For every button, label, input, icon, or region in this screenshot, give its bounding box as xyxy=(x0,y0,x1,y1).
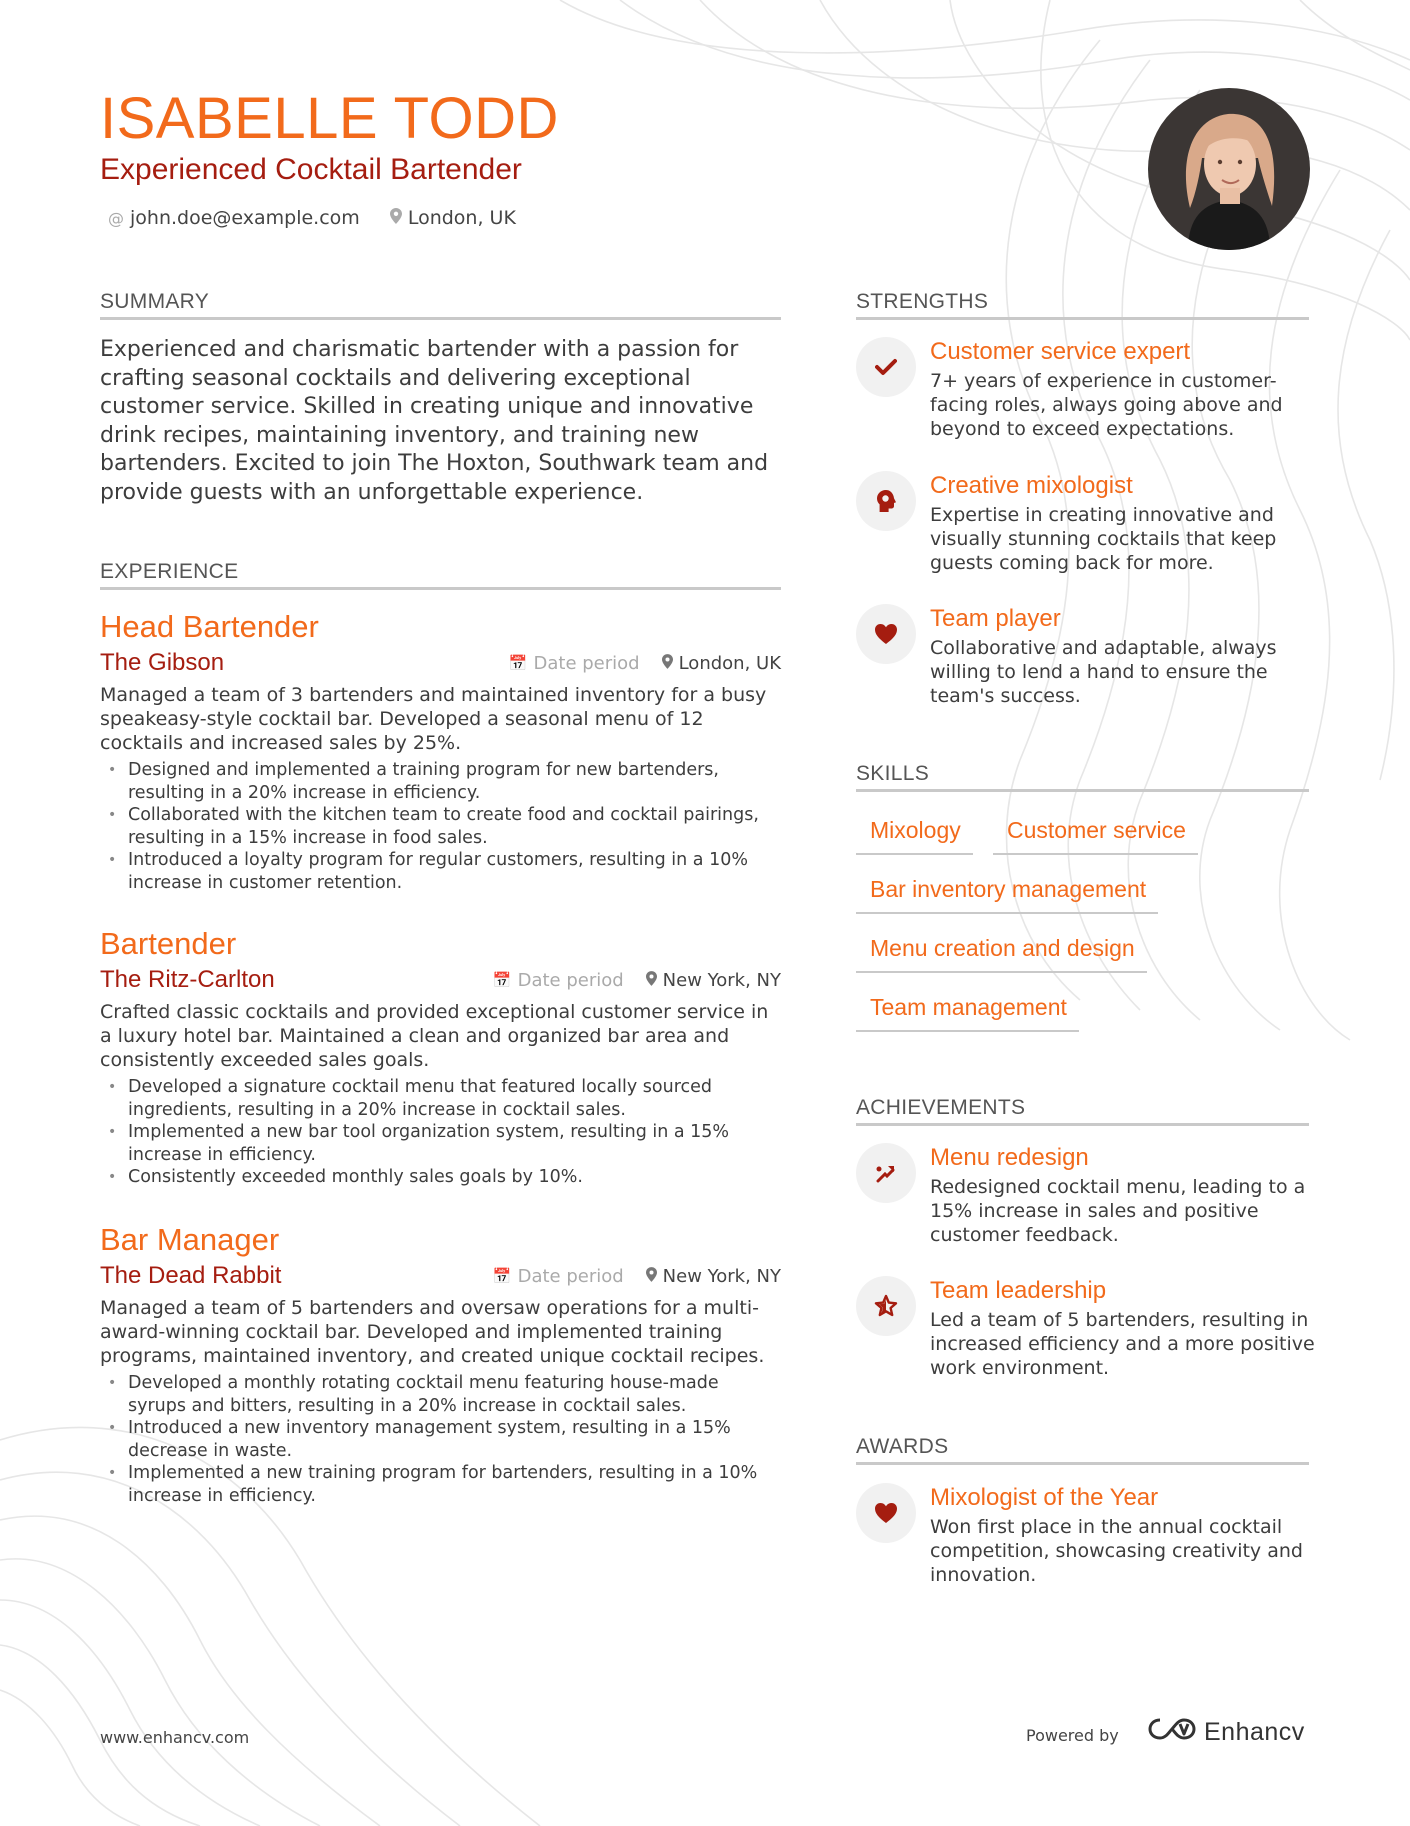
job-location xyxy=(646,970,781,991)
job-location-text: New York, NY xyxy=(662,1265,781,1287)
strength-item xyxy=(856,337,1316,441)
award-item xyxy=(856,1483,1316,1587)
job-bullet: • Designed and implemented a training program for new bartenders, resulting in a 20% increase in efficiency. xyxy=(100,759,781,804)
job-bullet: • Consistently exceeded monthly sales goals by 10%. xyxy=(100,1166,781,1189)
skills-heading: SKILLS xyxy=(856,762,1309,792)
enhancv-logo-icon xyxy=(1148,1716,1196,1749)
job-company: The Dead Rabbit xyxy=(100,1262,282,1289)
achievement-item xyxy=(856,1143,1316,1247)
job-company: The Ritz-Carlton xyxy=(100,966,275,993)
location-pin-icon xyxy=(646,1267,657,1286)
profile-photo xyxy=(1148,88,1310,250)
summary-heading: SUMMARY xyxy=(100,290,781,320)
heart-icon xyxy=(856,1483,916,1543)
job-bullet: • Collaborated with the kitchen team to create food and cocktail pairings, resulting in a 15% increase in food sales. xyxy=(100,804,781,849)
skill-tag: Customer service xyxy=(993,815,1198,855)
footer-brand-logo[interactable] xyxy=(1148,1716,1305,1749)
calendar-icon: 📅 xyxy=(492,1267,512,1285)
job-bullet: • Implemented a new training program for bartenders, resulting in a 10% increase in efficiency. xyxy=(100,1462,781,1507)
awards-heading: AWARDS xyxy=(856,1435,1309,1465)
skill-tag: Mixology xyxy=(856,815,973,855)
contact-info xyxy=(108,207,516,229)
achievement-item xyxy=(856,1276,1316,1380)
job-location-text: New York, NY xyxy=(662,969,781,991)
email-item[interactable] xyxy=(108,207,360,229)
job-location xyxy=(662,653,781,674)
award-title: Mixologist of the Year xyxy=(930,1484,1159,1511)
skill-tag: Team management xyxy=(856,992,1079,1032)
achievements-heading: ACHIEVEMENTS xyxy=(856,1096,1309,1126)
job-date xyxy=(493,970,624,991)
heart-icon xyxy=(856,604,916,664)
strength-title: Creative mixologist xyxy=(930,472,1133,499)
email-text: john.doe@example.com xyxy=(130,207,360,229)
job-date xyxy=(493,1266,624,1287)
job-role: Bartender xyxy=(100,926,237,961)
job-bullets xyxy=(100,1372,781,1507)
skill-tag: Bar inventory management xyxy=(856,874,1158,914)
job-description: Crafted classic cocktails and provided exceptional customer service in a luxury hotel bar. Maintained a clean and organized bar area and consistently exceeded sales goals. xyxy=(100,1001,769,1071)
job-bullet: • Introduced a loyalty program for regular customers, resulting in a 10% increase in customer retention. xyxy=(100,849,781,894)
strength-text: Expertise in creating innovative and visually stunning cocktails that keep guests coming back for more. xyxy=(930,504,1277,574)
experience-heading: EXPERIENCE xyxy=(100,560,781,590)
job-role: Bar Manager xyxy=(100,1222,280,1257)
award-text: Won first place in the annual cocktail competition, showcasing creativity and innovation. xyxy=(930,1516,1303,1586)
job-bullets xyxy=(100,759,781,894)
location-pin-icon xyxy=(662,654,673,673)
strength-text: Collaborative and adaptable, always willing to lend a hand to ensure the team's success. xyxy=(930,637,1277,707)
job-description: Managed a team of 5 bartenders and oversaw operations for a multi-award-winning cocktail bar. Developed and implemented training programs, maintained inventory, and created unique cocktail recipes. xyxy=(100,1297,765,1367)
job-bullets xyxy=(100,1076,781,1189)
job-location-text: London, UK xyxy=(678,652,781,674)
job-role: Head Bartender xyxy=(100,609,319,644)
job-bullet: • Introduced a new inventory management system, resulting in a 15% decrease in waste. xyxy=(100,1417,781,1462)
achievement-title: Menu redesign xyxy=(930,1144,1089,1171)
location-text: London, UK xyxy=(407,207,516,229)
calendar-icon: 📅 xyxy=(508,654,528,672)
job-location xyxy=(646,1266,781,1287)
star-icon xyxy=(856,1276,916,1336)
job-date-text: Date period xyxy=(517,969,624,991)
calendar-icon: 📅 xyxy=(492,971,512,989)
strength-item xyxy=(856,471,1316,575)
job-bullet: • Developed a monthly rotating cocktail menu featuring house-made syrups and bitters, resulting in a 20% increase in cocktail sales. xyxy=(100,1372,781,1417)
growth-arrow-icon xyxy=(856,1143,916,1203)
job-bullet: • Implemented a new bar tool organization system, resulting in a 15% increase in efficiency. xyxy=(100,1121,781,1166)
strength-title: Customer service expert xyxy=(930,338,1191,365)
location-pin-icon xyxy=(646,971,657,990)
job-entry xyxy=(100,609,781,894)
checkmark-icon xyxy=(856,337,916,397)
location-pin-icon xyxy=(390,208,402,228)
job-entry xyxy=(100,926,781,1189)
footer-website-link[interactable]: www.enhancv.com xyxy=(100,1728,250,1747)
candidate-name: ISABELLE TODD xyxy=(100,86,559,151)
job-company: The Gibson xyxy=(100,649,225,676)
strengths-heading: STRENGTHS xyxy=(856,290,1309,320)
job-entry xyxy=(100,1222,781,1507)
skill-tag: Menu creation and design xyxy=(856,933,1147,973)
strength-item xyxy=(856,604,1316,708)
location-item xyxy=(390,207,516,229)
brand-name: Enhancv xyxy=(1204,1718,1305,1746)
job-date xyxy=(509,653,640,674)
summary-text: Experienced and charismatic bartender with a passion for crafting seasonal cocktails and delivering exceptional customer service. Skilled in creating unique and innovative drink recipes, maintaining inventory, and training new bartenders. Excited to join The Hoxton, Southwark team and provide guests with an unforgettable experience. xyxy=(100,337,769,505)
job-description: Managed a team of 3 bartenders and maintained inventory for a busy speakeasy-style cocktail bar. Developed a seasonal menu of 12 cocktails and increased sales by 25%. xyxy=(100,684,767,754)
footer-powered-by: Powered by xyxy=(1026,1726,1119,1745)
candidate-title: Experienced Cocktail Bartender xyxy=(100,153,522,186)
job-date-text: Date period xyxy=(533,652,640,674)
head-idea-icon xyxy=(856,471,916,531)
achievement-text: Led a team of 5 bartenders, resulting in increased efficiency and a more positive work environment. xyxy=(930,1309,1315,1379)
achievement-title: Team leadership xyxy=(930,1277,1107,1304)
strength-text: 7+ years of experience in customer-facing roles, always going above and beyond to exceed expectations. xyxy=(930,370,1283,440)
strength-title: Team player xyxy=(930,605,1061,632)
at-sign-icon: @ xyxy=(108,208,124,228)
job-bullet: • Developed a signature cocktail menu that featured locally sourced ingredients, resulting in a 20% increase in cocktail sales. xyxy=(100,1076,781,1121)
achievement-text: Redesigned cocktail menu, leading to a 15% increase in sales and positive customer feedback. xyxy=(930,1176,1306,1246)
job-date-text: Date period xyxy=(517,1265,624,1287)
